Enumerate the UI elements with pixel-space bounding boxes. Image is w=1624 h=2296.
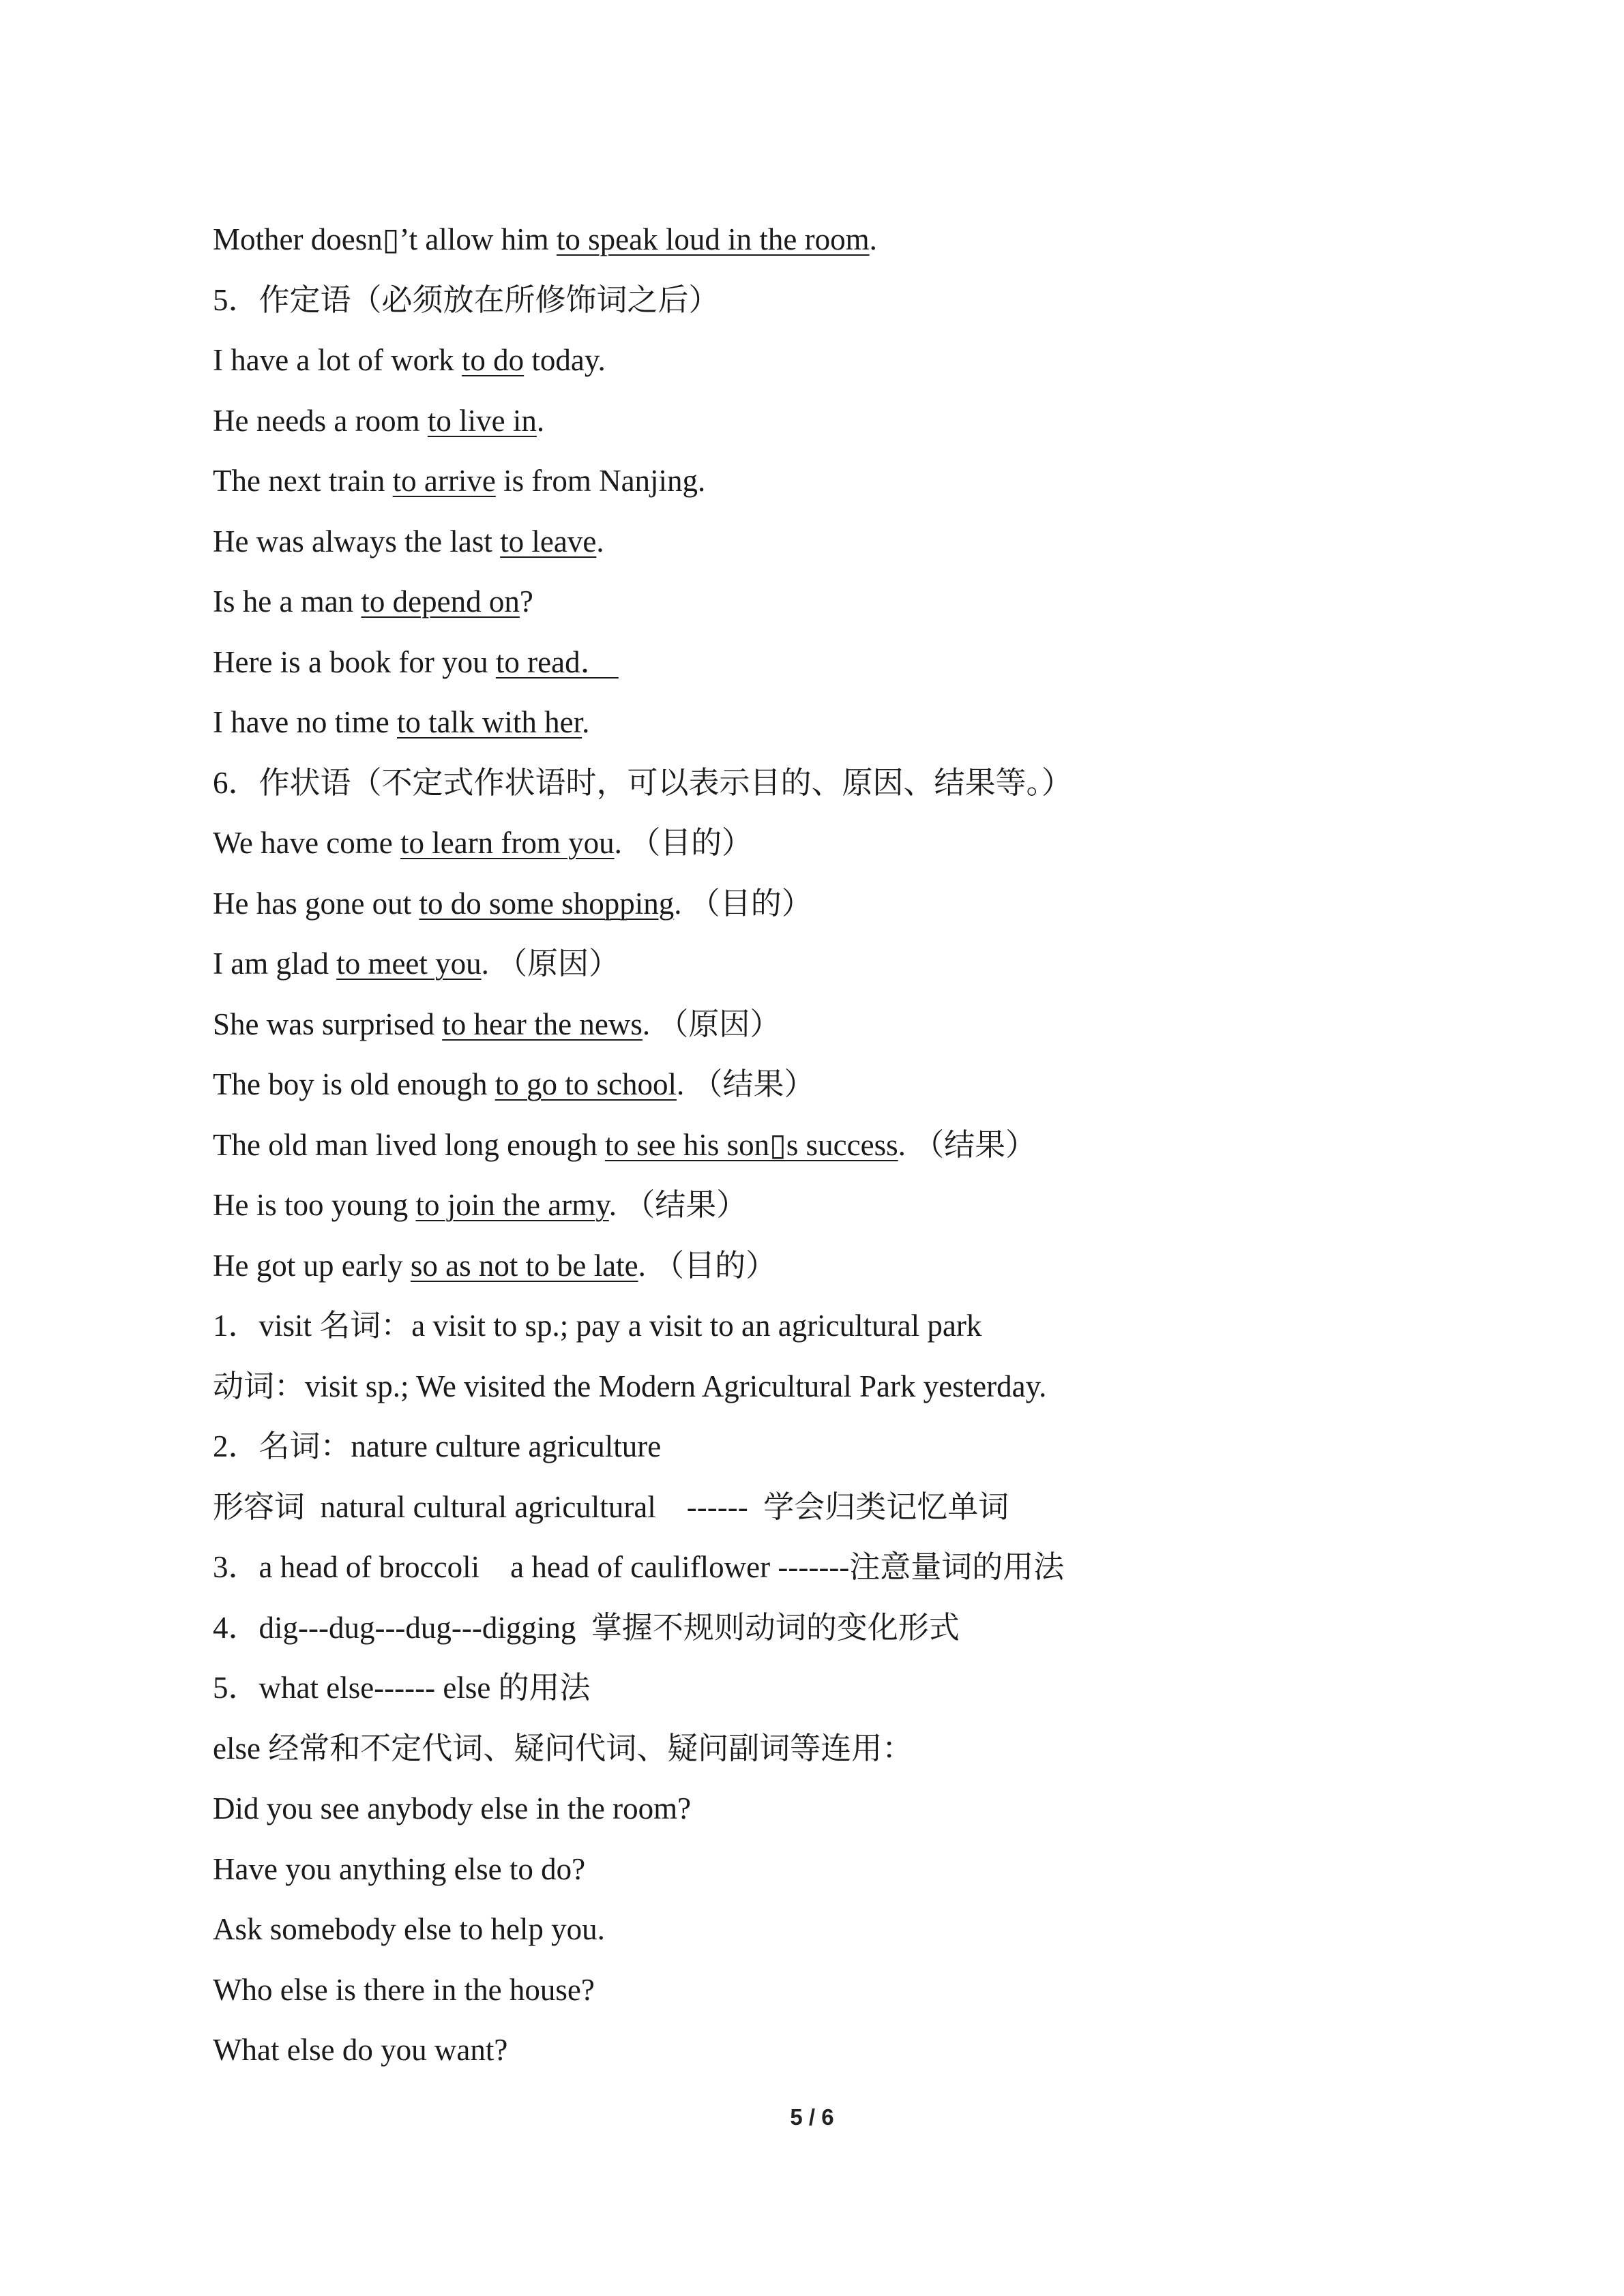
text-line: [213, 941, 1509, 1002]
underlined-phrase: to depend on: [361, 584, 520, 618]
text-line: [213, 820, 1509, 881]
text-line: [213, 1605, 1509, 1666]
text-segment: I have a lot of work: [213, 343, 462, 377]
text-line: [213, 1364, 1509, 1425]
text-line: [213, 2027, 1509, 2088]
underlined-phrase: to leave: [500, 524, 597, 558]
text-segment: . （目的）: [674, 886, 812, 921]
text-segment: .: [596, 524, 604, 558]
text-line: [213, 217, 1509, 278]
text-segment: . （结果）: [898, 1127, 1037, 1162]
underlined-phrase: to see his son▯s success: [604, 1127, 898, 1162]
text-segment: Who else is there in the house?: [213, 1972, 595, 2007]
text-line: [213, 1726, 1509, 1787]
text-segment: What else do you want?: [213, 2033, 508, 2067]
text-segment: 1．visit 名词：a visit to sp.; pay a visit to an agricultural park: [213, 1309, 982, 1343]
text-segment: He was always the last: [213, 524, 501, 558]
text-segment: 4．dig---dug---dug---digging 掌握不规则动词的变化形式: [213, 1610, 960, 1645]
text-segment: . （原因）: [481, 946, 620, 981]
text-segment: 5．作定语（必须放在所修饰词之后）: [213, 282, 720, 317]
text-segment: We have come: [213, 826, 400, 860]
text-line: [213, 700, 1509, 760]
text-line: [213, 1182, 1509, 1243]
text-segment: today.: [524, 343, 606, 377]
text-line: [213, 1303, 1509, 1364]
text-segment: The boy is old enough: [213, 1067, 495, 1101]
text-segment: 动词：visit sp.; We visited the Modern Agricultural Park yesterday.: [213, 1369, 1047, 1403]
text-segment: Here is a book for you: [213, 644, 496, 679]
underlined-phrase: to do some shopping: [419, 886, 675, 921]
text-line: [213, 1786, 1509, 1847]
text-segment: .: [582, 705, 590, 739]
underlined-phrase: to talk with her: [396, 705, 582, 739]
text-segment: Is he a man: [213, 584, 361, 618]
text-segment: He needs a room: [213, 403, 428, 438]
text-line: [213, 640, 1509, 700]
text-segment: She was surprised: [213, 1007, 443, 1041]
text-line: [213, 1243, 1509, 1304]
text-line: [213, 881, 1509, 942]
text-line: [213, 760, 1509, 821]
underlined-phrase: to read．: [495, 644, 619, 679]
document-body: [213, 217, 1509, 2088]
text-segment: . （结果）: [676, 1067, 815, 1101]
text-segment: The next train: [213, 464, 393, 498]
text-segment: ?: [519, 584, 533, 618]
text-segment: 6．作状语（不定式作状语时，可以表示目的、原因、结果等。）: [213, 765, 1073, 800]
text-line: [213, 338, 1509, 398]
text-line: [213, 1847, 1509, 1907]
text-segment: Have you anything else to do?: [213, 1851, 586, 1886]
text-segment: .: [536, 403, 545, 438]
text-line: [213, 1122, 1509, 1183]
underlined-phrase: to live in: [427, 403, 537, 438]
text-line: [213, 1002, 1509, 1062]
text-segment: The old man lived long enough: [213, 1127, 605, 1162]
text-segment: He is too young: [213, 1188, 416, 1222]
text-segment: 2．名词：nature culture agriculture: [213, 1429, 662, 1463]
underlined-phrase: to meet you: [336, 946, 482, 981]
text-segment: . （原因）: [642, 1007, 781, 1041]
underlined-phrase: to hear the news: [442, 1007, 643, 1041]
text-line: [213, 1485, 1509, 1545]
underlined-phrase: to speak loud in the room: [556, 222, 870, 256]
text-segment: Ask somebody else to help you.: [213, 1912, 605, 1946]
text-segment: I have no time: [213, 705, 397, 739]
underlined-phrase: to arrive: [392, 464, 496, 498]
underlined-phrase: to learn from you: [400, 826, 615, 860]
text-segment: He has gone out: [213, 886, 419, 921]
text-segment: 5．what else------ else 的用法: [213, 1671, 591, 1705]
text-segment: Did you see anybody else in the room?: [213, 1791, 692, 1825]
underlined-phrase: so as not to be late: [410, 1248, 638, 1283]
text-segment: . （结果）: [608, 1188, 748, 1222]
text-line: [213, 458, 1509, 519]
text-segment: . （目的）: [614, 826, 753, 860]
text-segment: is from Nanjing.: [495, 464, 706, 498]
text-segment: I am glad: [213, 946, 337, 981]
underlined-phrase: to go to school: [494, 1067, 677, 1101]
underlined-phrase: to do: [461, 343, 525, 377]
text-segment: 形容词 natural cultural agricultural ------ 学会归类记忆单词: [213, 1489, 1009, 1524]
text-line: [213, 398, 1509, 459]
text-line: [213, 1907, 1509, 1967]
text-line: [213, 1665, 1509, 1726]
text-segment: He got up early: [213, 1248, 411, 1283]
text-segment: 3．a head of broccoli a head of cauliflower -------注意量词的用法: [213, 1550, 1065, 1584]
text-line: [213, 579, 1509, 640]
text-line: [213, 278, 1509, 338]
text-line: [213, 519, 1509, 580]
page-number: 5 / 6: [790, 2104, 834, 2130]
text-line: [213, 1967, 1509, 2028]
text-segment: else 经常和不定代词、疑问代词、疑问副词等连用：: [213, 1731, 913, 1765]
text-line: [213, 1062, 1509, 1122]
text-segment: Mother doesn▯’t allow him: [213, 222, 557, 256]
underlined-phrase: to join the army: [415, 1188, 609, 1222]
text-line: [213, 1545, 1509, 1605]
text-line: [213, 1424, 1509, 1485]
text-segment: . （目的）: [638, 1248, 777, 1283]
text-segment: .: [869, 222, 877, 256]
